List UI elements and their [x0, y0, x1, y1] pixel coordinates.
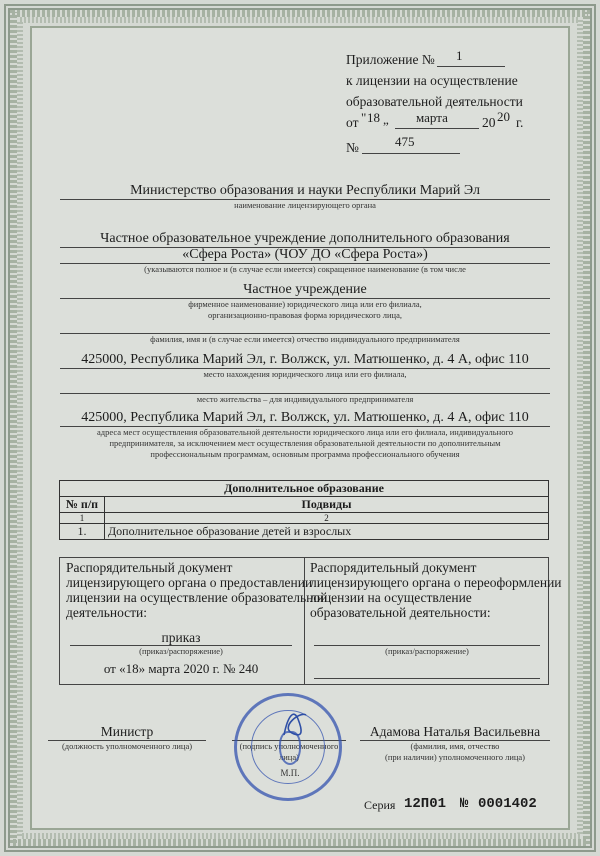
activity-address-value: 425000, Республика Марий Эл, г. Волжск, ул. Матюшенко, д. 4 А, офис 110	[81, 410, 529, 425]
signatory-position-caption: (должность уполномоченного лица)	[61, 741, 193, 751]
entrepreneur-caption: фамилия, имя и (в случае если имеется) отчество индивидуального предпринимателя	[150, 334, 460, 344]
legal-form-caption-2: организационно-правовая форма юридического лица,	[208, 310, 402, 320]
issuance-doc-line2: лицензирующего органа о предоставлении	[66, 575, 313, 590]
issuance-doc-line1: Распорядительный документ	[66, 560, 233, 575]
issuance-doc-date: от «18» марта 2020 г. № 240	[103, 661, 259, 676]
issuance-doc-line4: деятельности:	[66, 605, 148, 620]
date-year-prefix: 20	[482, 115, 496, 130]
signatory-name: Адамова Наталья Васильевна	[369, 724, 541, 739]
license-number: 475	[395, 134, 415, 149]
reissuance-doc-date-line	[314, 678, 540, 679]
issuance-doc-type: приказ	[161, 630, 201, 645]
reissuance-doc-line2: лицензирующего органа о переоформлении	[310, 575, 562, 590]
appendix-number-line	[437, 66, 505, 67]
legal-form-value: Частное учреждение	[243, 282, 367, 297]
organization-name-line2: «Сфера Роста» (ЧОУ ДО «Сфера Роста»)	[182, 247, 428, 262]
signatory-name-caption-2: (при наличии) уполномоченного лица)	[384, 752, 526, 762]
license-ref-line-2: образовательной деятельности	[346, 94, 523, 109]
license-no-label: №	[346, 140, 359, 155]
reissuance-doc-line4: образовательной деятельности:	[310, 605, 491, 620]
signature-caption-2: лица)	[279, 752, 299, 762]
date-quote-open: "	[361, 110, 367, 125]
date-from-label: от	[346, 115, 359, 130]
table-header-num: № п/п	[60, 497, 105, 513]
date-year: 20	[497, 109, 510, 124]
signature-caption-1: (подпись уполномоченного	[239, 741, 339, 751]
legal-address-caption-1: место нахождения юридического лица или его филиала,	[203, 369, 407, 379]
license-ref-line: к лицензии на осуществление	[346, 73, 518, 88]
activity-address-caption-1: адреса мест осуществления образовательной деятельности юридического лица или его филиала, индивидуального	[96, 427, 513, 437]
reissuance-doc-line1: Распорядительный документ	[310, 560, 477, 575]
legal-address-caption-2: место жительства – для индивидуального предпринимателя	[196, 394, 414, 404]
date-day: 18	[367, 110, 380, 125]
appendix-label: Приложение №	[346, 52, 435, 67]
signatory-name-caption-1: (фамилия, имя, отчество	[410, 741, 500, 751]
legal-form-caption-1: фирменное наименование) юридического лица или его филиала,	[188, 299, 422, 309]
signatory-position: Министр	[100, 724, 154, 739]
seal-place-label: М.П.	[280, 768, 300, 778]
table-title: Дополнительное образование	[60, 481, 549, 497]
legal-address-value: 425000, Республика Марий Эл, г. Волжск, ул. Матюшенко, д. 4 А, офис 110	[81, 352, 529, 367]
organization-name-line1: Частное образовательное учреждение дополнительного образования	[100, 231, 510, 246]
table-header-subtypes: Подвиды	[105, 497, 549, 513]
series-number: 0001402	[478, 796, 537, 812]
licensing-organ-caption: наименование лицензирующего органа	[234, 200, 376, 210]
reissuance-doc-type-caption: (приказ/распоряжение)	[385, 646, 469, 656]
table-row-name: Дополнительное образование детей и взрослых	[105, 524, 549, 540]
table-index-1: 1	[60, 513, 105, 524]
date-month-line	[395, 128, 479, 129]
organization-name-caption: (указываются полное и (в случае если имеется) сокращенное наименование (в том числе	[144, 264, 466, 274]
series-label: Серия	[364, 798, 396, 812]
table-row-num: 1.	[60, 524, 105, 540]
signature-scribble	[280, 705, 310, 745]
series-code: 12П01	[404, 796, 447, 812]
series-number-sign: №	[460, 796, 469, 812]
appendix-number: 1	[456, 48, 463, 63]
issuance-doc-line3: лицензии на осуществление образовательной	[66, 590, 328, 605]
reissuance-doc-line3: лицензии на осуществление	[310, 590, 472, 605]
licensing-organ-name: Министерство образования и науки Республики Марий Эл	[130, 183, 480, 198]
activity-address-caption-3: профессиональным программам, основным программа профессионального обучения	[150, 449, 460, 459]
license-no-line	[362, 153, 460, 154]
table-row	[60, 524, 549, 540]
date-month: марта	[416, 110, 448, 125]
date-year-suffix: г.	[516, 115, 524, 130]
date-quote-close: „	[383, 112, 389, 127]
activity-address-caption-2: предпринимателя, за исключением мест осуществления образовательной деятельности по дополнительным	[109, 438, 501, 448]
education-subtypes-table	[59, 480, 549, 540]
table-index-2: 2	[105, 513, 549, 524]
issuance-doc-type-caption: (приказ/распоряжение)	[139, 646, 223, 656]
